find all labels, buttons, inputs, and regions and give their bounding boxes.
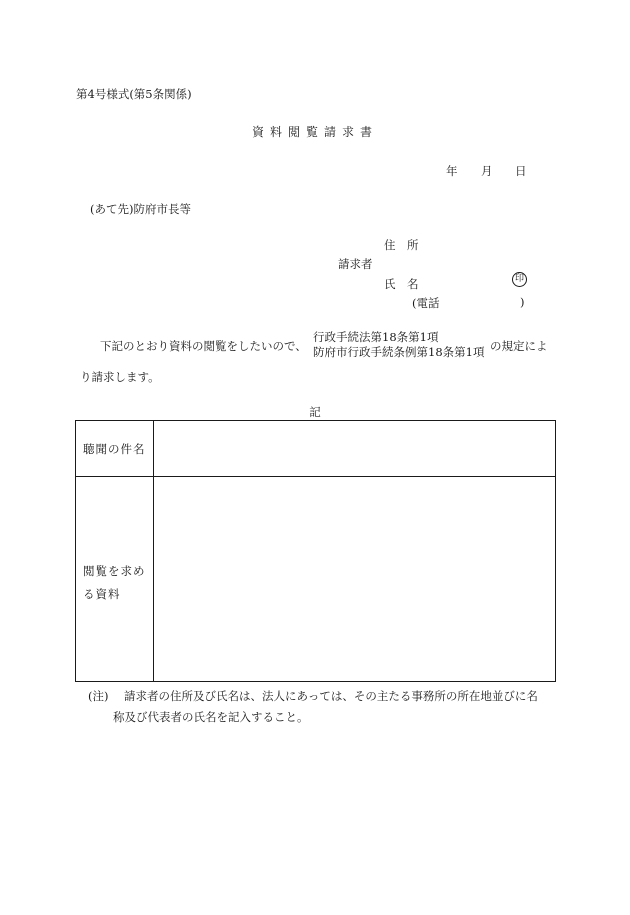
table-row-materials (76, 477, 555, 681)
ki-heading: 記 (309, 405, 321, 419)
body-text-lead: 下記のとおり資料の閲覧をしたいので、 (100, 339, 307, 353)
materials-input-cell[interactable] (154, 477, 555, 681)
date-month-label: 月 (481, 164, 493, 178)
date-year-label: 年 (446, 164, 458, 178)
table-row-subject (76, 421, 555, 477)
body-text-tail: の規定によ (490, 339, 548, 353)
name-label: 氏 名 (384, 277, 419, 291)
form-number: 第4号様式(第5条関係) (76, 87, 192, 101)
address-label: 住 所 (384, 238, 419, 252)
law-reference-2: 防府市行政手続条例第18条第1項 (313, 345, 485, 359)
body-text-line-2: り請求します。 (80, 370, 160, 384)
request-table (75, 420, 556, 682)
law-reference-1: 行政手続法第18条第1項 (313, 330, 439, 344)
subject-label: 聴聞の件名 (83, 442, 146, 456)
note-line-1: 請求者の住所及び氏名は、法人にあっては、その主たる事務所の所在地並びに名 (124, 689, 538, 703)
materials-label-cell (76, 477, 154, 681)
note-line-2: 称及び代表者の氏名を記入すること。 (113, 710, 309, 724)
phone-label: (電話 (412, 296, 440, 310)
note-head: (注) (88, 689, 109, 703)
materials-label-line-1: 閲覧を求め (83, 564, 146, 578)
requester-label: 請求者 (338, 257, 373, 271)
date-day-label: 日 (515, 164, 527, 178)
addressee: (あて先)防府市長等 (90, 202, 191, 216)
page-title: 資料閲覧請求書 (251, 125, 378, 139)
phone-close-paren: ) (520, 295, 525, 309)
seal-mark-icon: 印 (512, 272, 527, 287)
subject-label-cell (76, 421, 154, 476)
subject-input-cell[interactable] (154, 421, 555, 476)
materials-label-line-2: る資料 (83, 587, 121, 601)
